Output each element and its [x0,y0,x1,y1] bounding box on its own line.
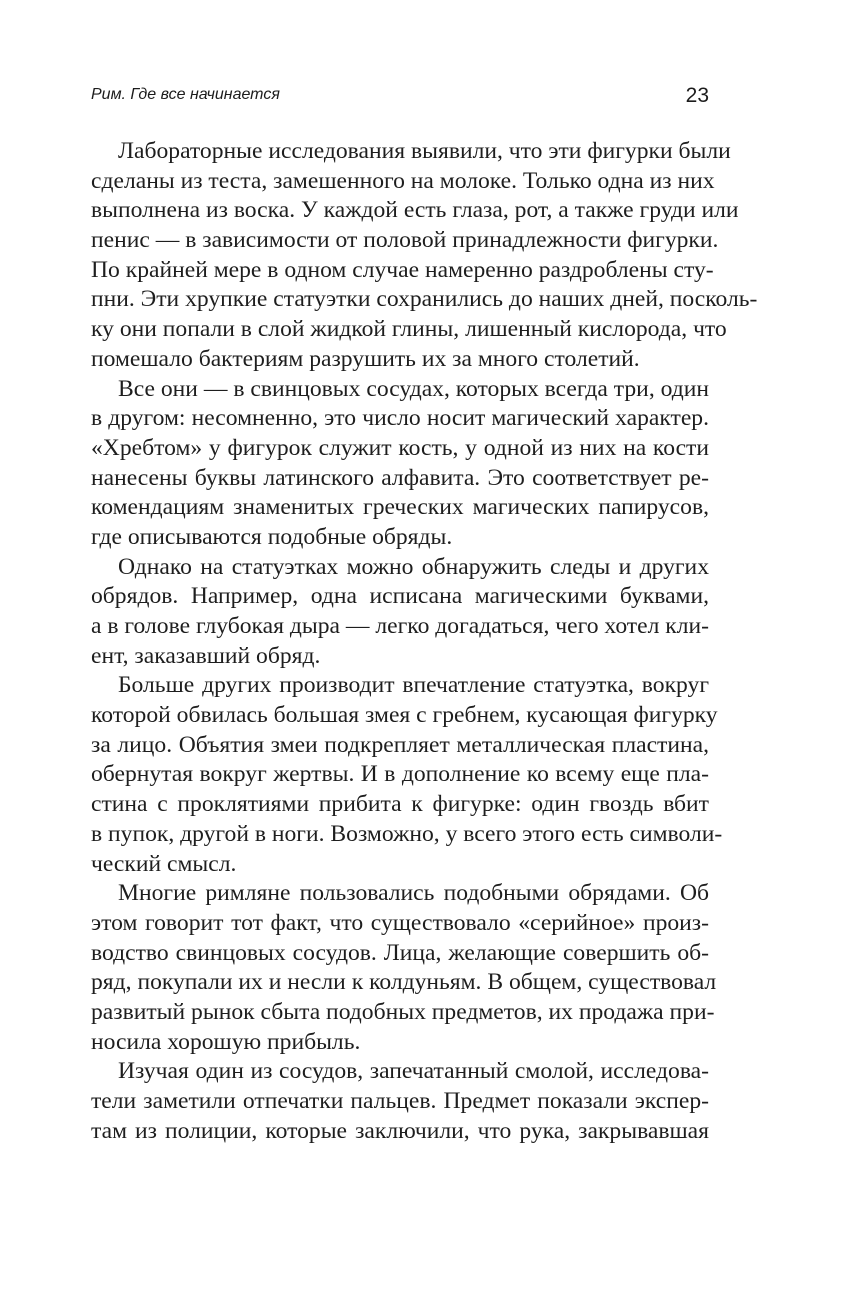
text-line: выполнена из воска. У каждой есть глаза, рот, а также груди или [91,197,739,224]
text-line: пни. Эти хрупкие статуэтки сохранились до наших дней, посколь- [91,286,758,313]
text-line: обернутая вокруг жертвы. И в дополнение ко всему еще пла- [91,761,709,788]
text-line: носила хорошую прибыль. [91,1028,361,1055]
page-number: 23 [685,84,709,107]
text-line: водство свинцовых сосудов. Лица, желающие совершить об- [91,939,709,966]
text-line: обрядов. Например, одна исписана магическими буквами, [91,583,709,610]
text-line: нанесены буквы латинского алфавита. Это соответствует ре- [91,464,709,491]
paragraph [91,553,709,672]
text-line: По крайней мере в одном случае намеренно раздроблены сту- [91,256,714,283]
text-line: а в голове глубокая дыра — легко догадаться, чего хотел кли- [91,613,709,639]
text-line: в другом: несомненно, это число носит магический характер. [91,405,709,432]
text-line: где описываются подобные обряды. [91,523,453,550]
text-line: в пупок, другой в ноги. Возможно, у всего этого есть символи- [91,820,723,847]
running-header [91,84,709,112]
text-line: Изучая один из сосудов, запечатанный смолой, исследова- [118,1058,709,1085]
text-line: этом говорит тот факт, что существовало «серийное» произ- [91,909,709,936]
text-line: ент, заказавший обряд. [91,642,321,669]
text-line: Больше других производит впечатление статуэтка, вокруг [118,672,709,699]
text-line: Многие римляне пользовались подобными обрядами. Об [118,880,709,907]
text-line: помешало бактериям разрушить их за много столетий. [91,345,640,372]
text-line: комендациям знаменитых греческих магических папирусов, [91,494,709,521]
text-line: там из полиции, которые заключили, что рука, закрывавшая [91,1117,709,1144]
text-line: пенис — в зависимости от половой принадлежности фигурки. [91,227,719,254]
text-line: Лабораторные исследования выявили, что эти фигурки были [118,138,731,164]
paragraph [91,671,723,879]
text-line: ческий смысл. [91,850,237,877]
text-line: стина с проклятиями прибита к фигурке: один гвоздь вбит [91,791,709,818]
text-line: Все они — в свинцовых сосудах, которых всегда три, один [118,375,709,402]
text-line: тели заметили отпечатки пальцев. Предмет показали экспер- [91,1088,709,1114]
text-line: сделаны из теста, замешенного на молоке. Только одна из них [91,167,715,194]
text-line: развитый рынок сбыта подобных предметов, их продажа при- [91,998,715,1025]
text-line: ку они попали в слой жидкой глины, лишенный кислорода, что [91,316,727,343]
text-line: Однако на статуэтках можно обнаружить следы и других [118,553,709,580]
text-line: «Хребтом» у фигурок служит кость, у одной из них на кости [91,434,709,461]
paragraph [91,1057,709,1146]
paragraph [91,137,758,375]
chapter-title: Рим. Где все начинается [91,86,280,103]
text-line: ряд, покупали их и несли к колдуньям. В общем, существовал [91,969,717,996]
paragraph [91,375,709,553]
body-text [91,137,758,1146]
paragraph [91,879,717,1057]
text-line: которой обвилась большая змея с гребнем, кусающая фигурку [91,702,718,729]
text-line: за лицо. Объятия змеи подкрепляет металлическая пластина, [91,731,709,758]
